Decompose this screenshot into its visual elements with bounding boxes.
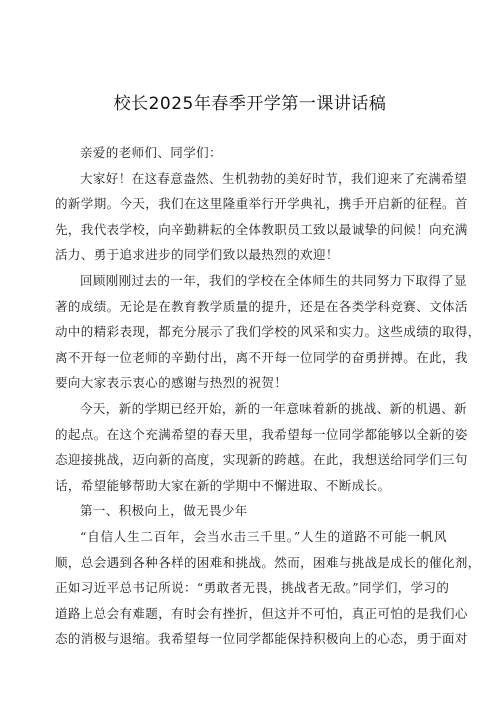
text-line: 第一、积极向上，做无畏少年 [80, 503, 248, 519]
text-line: 态的消极与退缩。我希望每一位同学都能保持积极向上的心态，勇于面对 [55, 631, 468, 647]
document-body [55, 140, 481, 652]
text-line: “自信人生二百年，会当水击三千里。”人生的道路不可能一帆风 [80, 528, 447, 544]
text-line: 的起点。在这个充满希望的春天里，我希望每一位同学都能够以全新的姿 [55, 426, 468, 442]
text-line: 回顾刚刚过去的一年，我们的学校在全体师生的共同努力下取得了显 [80, 272, 468, 288]
text-line: 活力、勇于追求进步的同学们致以最热烈的欢迎！ [55, 247, 339, 263]
text-line: 大家好！在这春意盎然、生机勃勃的美好时节，我们迎来了充满希望 [80, 170, 468, 186]
text-line: 著的成绩。无论是在教育教学质量的提升，还是在各类学科竞赛、文体活 [55, 298, 468, 314]
text-line: 态迎接挑战，迈向新的高度，实现新的跨越。在此，我想送给同学们三句 [55, 452, 468, 468]
text-line: 道路上总会有难题，有时会有挫折，但这并不可怕，真正可怕的是我们心 [55, 605, 468, 621]
text-line: 亲爱的老师们、同学们： [80, 145, 222, 160]
text-line: 话，希望能够帮助大家在新的学期中不懈进取、不断成长。 [55, 477, 391, 493]
text-line: 正如习近平总书记所说：“勇敢者无畏，挑战者无敌。”同学们，学习的 [55, 580, 450, 596]
text-line: 今天，新的学期已经开始，新的一年意味着新的挑战、新的机遇、新 [80, 400, 468, 416]
text-line: 动中的精彩表现，都充分展示了我们学校的风采和实力。这些成绩的取得， [55, 324, 481, 340]
text-line: 顺，总会遇到各种各样的困难和挑战。然而，困难与挑战是成长的催化剂， [55, 554, 481, 570]
text-line: 的新学期。今天，我们在这里隆重举行开学典礼，携手开启新的征程。首 [55, 196, 468, 212]
page-title: 校长2025年春季开学第一课讲话稿 [113, 94, 387, 114]
text-line: 先，我代表学校，向辛勤耕耘的全体教职员工致以最诚挚的问候！向充满 [55, 221, 468, 237]
text-line: 离不开每一位老师的辛勤付出，离不开每一位同学的奋勇拼搏。在此，我 [55, 349, 468, 365]
text-line: 要向大家表示衷心的感谢与热烈的祝贺！ [55, 375, 288, 391]
